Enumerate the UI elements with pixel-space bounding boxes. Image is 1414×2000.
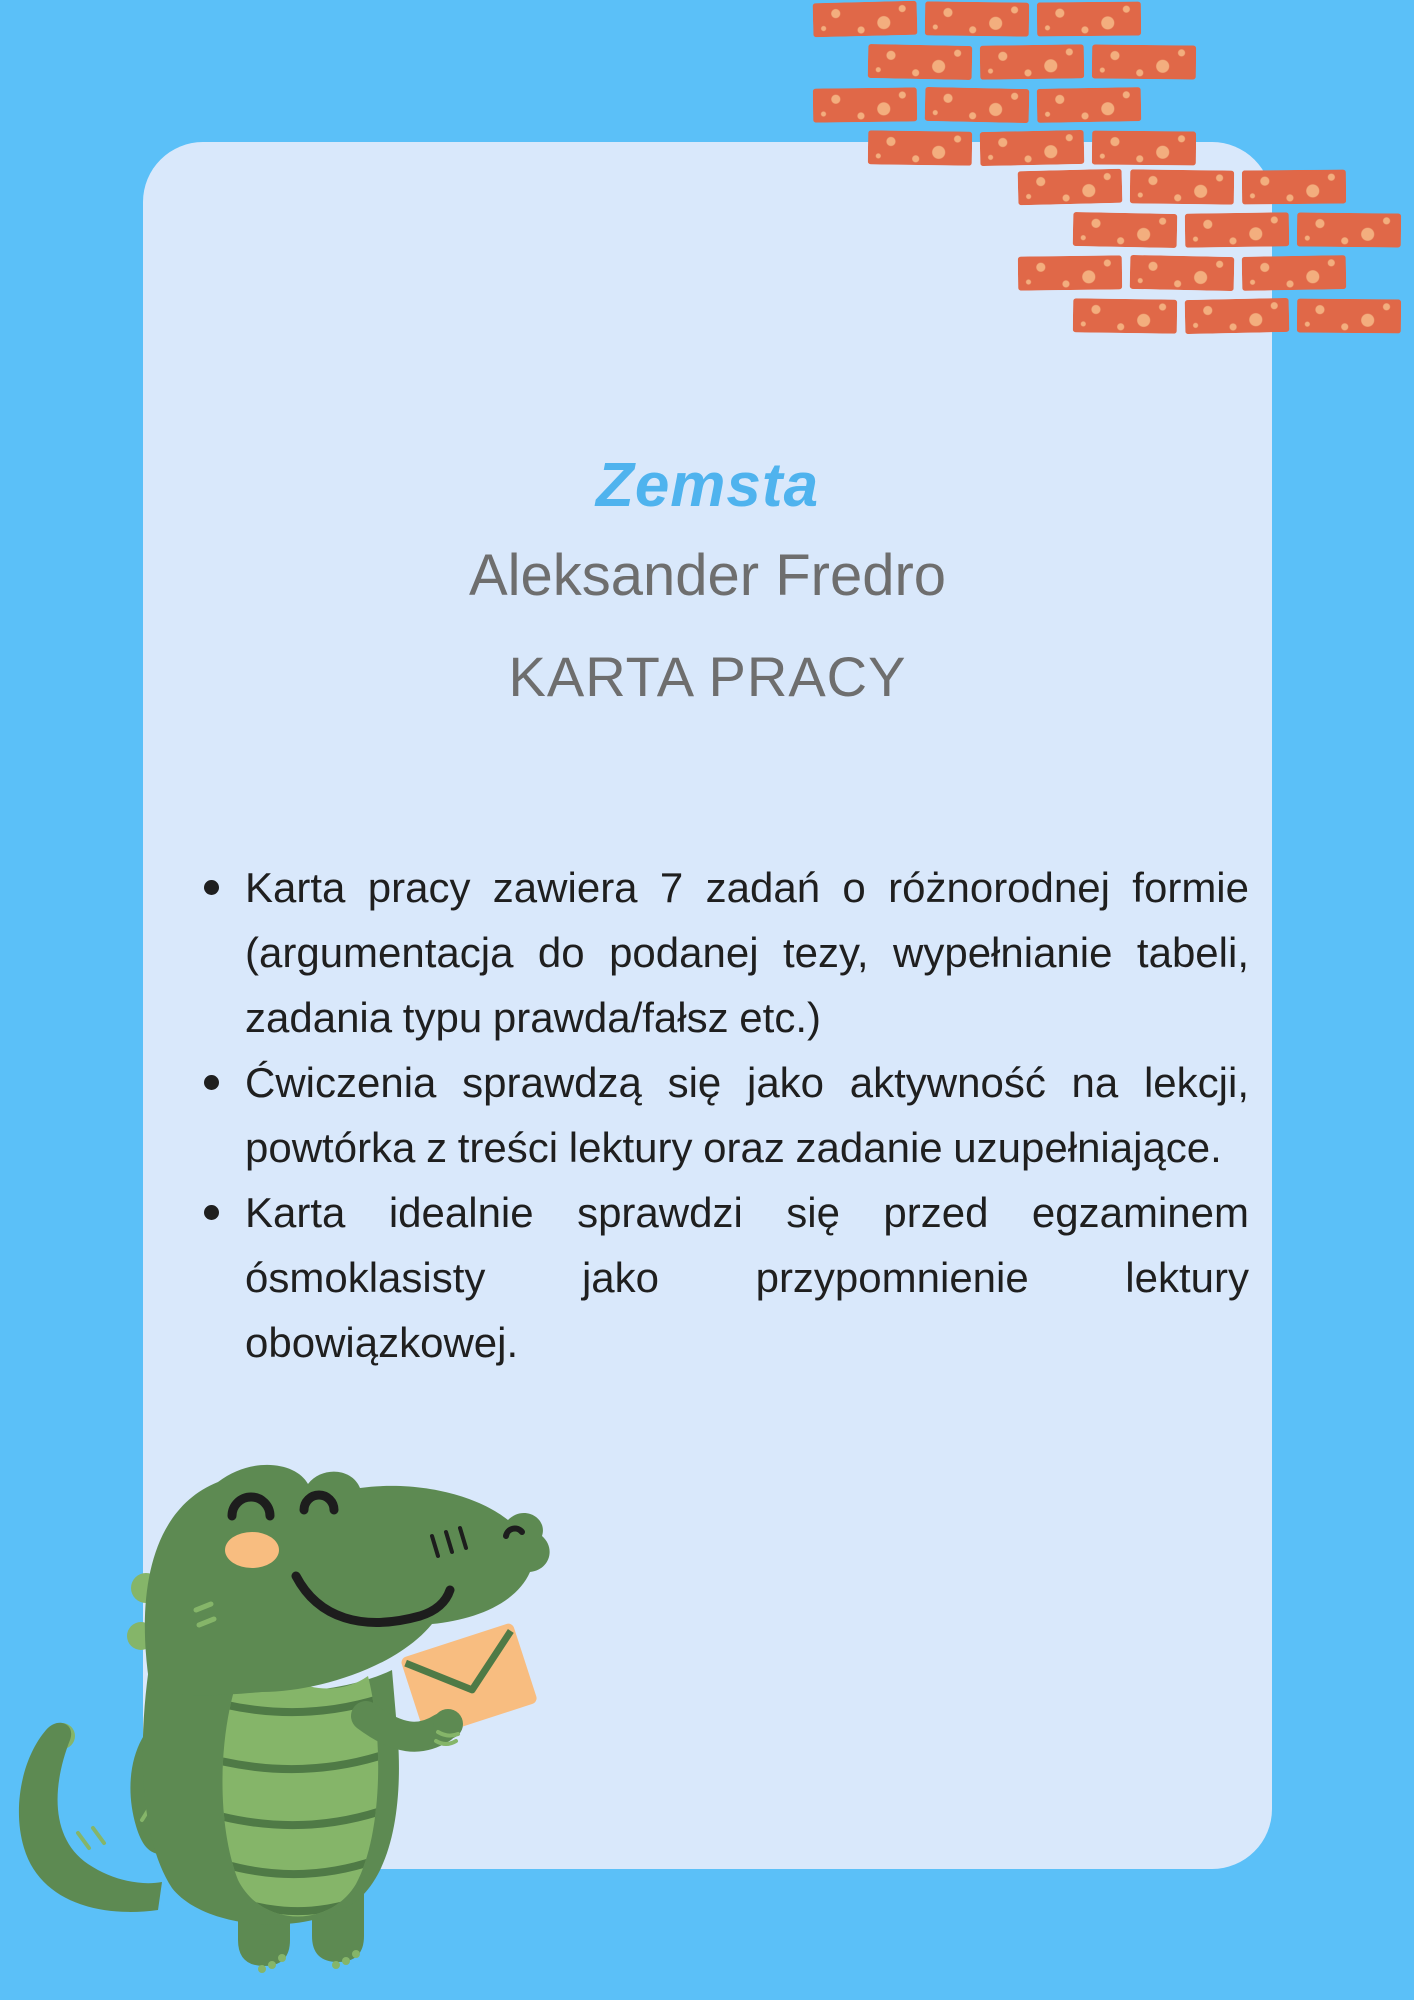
crocodile-right-arm [366,1716,442,1737]
bullet-item: Karta idealnie sprawdzi się przed egzaminem ósmoklasisty jako przypomnienie lektury obowiązkowej. [245,1180,1249,1375]
brick [1037,2,1141,37]
brick [1037,87,1142,123]
brick [925,1,1029,36]
brick [868,44,973,80]
bullet-item: Karta pracy zawiera 7 zadań o różnorodnej formie (argumentacja do podanej tezy, wypełnianie tabeli, zadania typu prawda/fałsz etc.) [245,855,1249,1050]
brick [980,44,1084,79]
brick [1297,212,1401,247]
brick [813,1,918,38]
crocodile-illustration [0,1440,560,2000]
brick [1297,299,1401,334]
brick [813,87,917,122]
brick [925,87,1030,123]
page-title: Zemsta [595,451,820,520]
subtitle: KARTA PRACY [508,645,907,708]
crocodile-cheek [225,1532,279,1568]
brick [1092,44,1196,79]
tail-marks [78,1828,104,1848]
author-name: Aleksander Fredro [468,543,947,608]
bullet-item: Ćwiczenia sprawdzą się jako aktywność na lekcji, powtórka z treści lektury oraz zadanie uzupełniające. [245,1050,1249,1180]
description-bullet-list [143,855,1249,1375]
